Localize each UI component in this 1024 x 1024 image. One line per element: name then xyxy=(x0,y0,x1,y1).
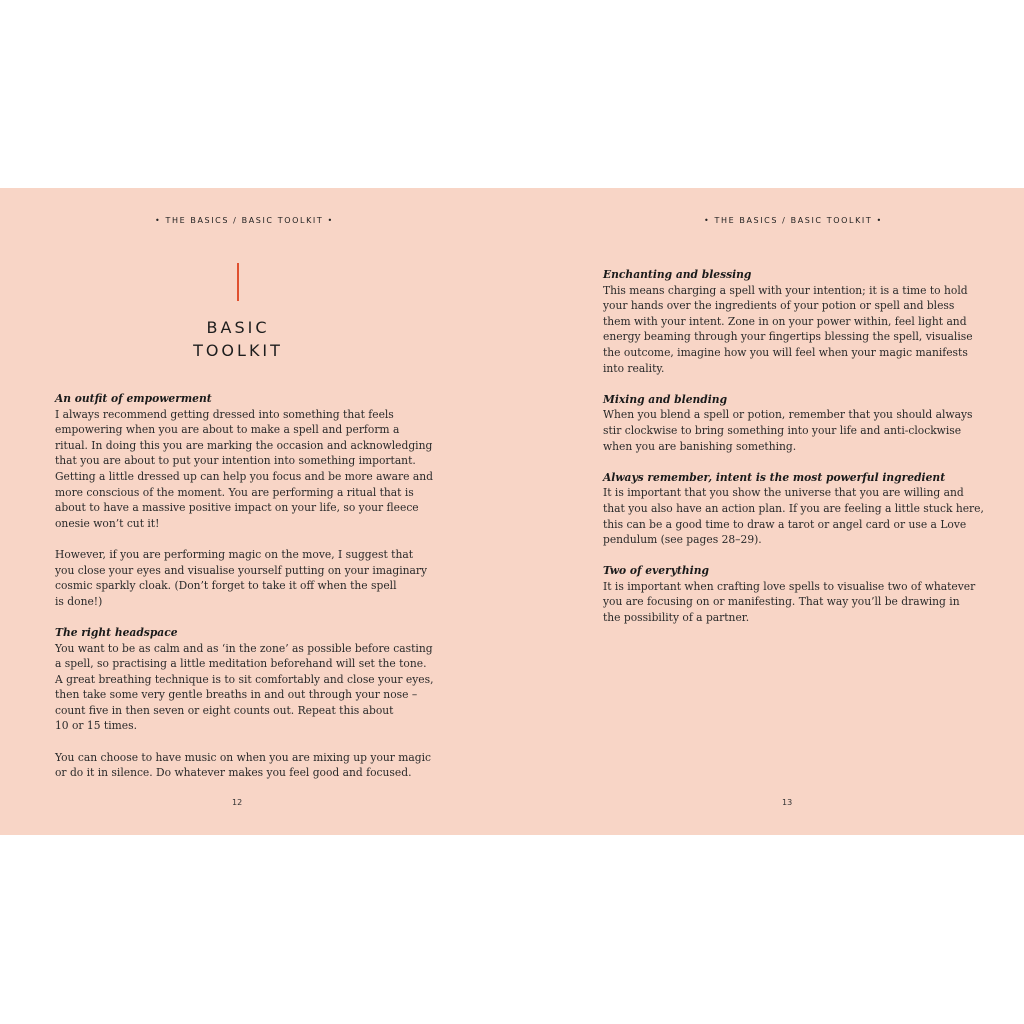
running-head: • THE BASICS / BASIC TOOLKIT • xyxy=(155,216,334,225)
body-line: is done!) xyxy=(55,594,103,608)
body-line: this can be a good time to draw a tarot or angel card or use a Love xyxy=(603,517,967,531)
text-section xyxy=(55,625,434,734)
body-line: when you are banishing something. xyxy=(603,439,797,453)
body-line: When you blend a spell or potion, remember that you should always xyxy=(603,408,973,422)
body-line: count five in then seven or eight counts out. Repeat this about xyxy=(55,703,394,717)
body-line: that you also have an action plan. If you are feeling a little stuck here, xyxy=(603,501,984,515)
body-line: pendulum (see pages 28–29). xyxy=(603,533,762,547)
page-number: 13 xyxy=(782,798,793,807)
body-line: It is important that you show the universe that you are willing and xyxy=(603,486,964,500)
body-line: 10 or 15 times. xyxy=(55,719,137,733)
text-section xyxy=(603,470,984,548)
left-page xyxy=(0,188,512,835)
body-line: onesie won’t cut it! xyxy=(55,516,160,530)
body-line: you close your eyes and visualise yourself putting on your imaginary xyxy=(55,563,428,577)
body-line: a spell, so practising a little meditation beforehand will set the tone. xyxy=(55,657,427,671)
running-head: • THE BASICS / BASIC TOOLKIT • xyxy=(704,216,883,225)
body-line: I always recommend getting dressed into something that feels xyxy=(55,407,394,421)
body-line: stir clockwise to bring something into your life and anti-clockwise xyxy=(603,423,962,437)
section-heading: The right headspace xyxy=(55,625,178,639)
page-title xyxy=(130,316,346,362)
section-heading: Two of everything xyxy=(603,564,709,578)
text-section xyxy=(55,547,427,609)
body-line: You want to be as calm and as ‘in the zone’ as possible before casting xyxy=(55,641,433,655)
section-heading: Mixing and blending xyxy=(603,392,728,406)
body-line: A great breathing technique is to sit comfortably and close your eyes, xyxy=(55,672,434,686)
right-page xyxy=(512,188,1024,835)
body-line: ritual. In doing this you are marking the occasion and acknowledging xyxy=(55,438,433,452)
text-section xyxy=(603,392,975,454)
body-line: that you are about to put your intention into something important. xyxy=(55,454,416,468)
left-body-text xyxy=(55,391,434,796)
body-line: or do it in silence. Do whatever makes you feel good and focused. xyxy=(55,766,412,780)
text-section xyxy=(55,391,433,531)
text-section xyxy=(603,563,975,625)
text-section xyxy=(603,267,975,376)
body-line: empowering when you are about to make a spell and perform a xyxy=(55,423,400,437)
page-number: 12 xyxy=(232,798,243,807)
body-line: your hands over the ingredients of your potion or spell and bless xyxy=(603,299,955,313)
body-line: into reality. xyxy=(603,361,665,375)
body-line: You can choose to have music on when you are mixing up your magic xyxy=(55,750,432,764)
body-line: energy beaming through your fingertips blessing the spell, visualise xyxy=(603,330,973,344)
body-line: the possibility of a partner. xyxy=(603,611,750,625)
body-line: then take some very gentle breaths in and out through your nose – xyxy=(55,688,418,702)
title-accent-rule xyxy=(237,263,239,301)
section-heading: Always remember, intent is the most powerful ingredient xyxy=(603,470,946,484)
body-line: It is important when crafting love spells to visualise two of whatever xyxy=(603,579,976,593)
right-body-text xyxy=(603,267,984,641)
section-heading: An outfit of empowerment xyxy=(55,392,212,405)
body-line: the outcome, imagine how you will feel when your magic manifests xyxy=(603,345,968,359)
body-line: This means charging a spell with your intention; it is a time to hold xyxy=(603,283,968,297)
body-line: Getting a little dressed up can help you focus and be more aware and xyxy=(55,469,433,483)
body-line: more conscious of the moment. You are performing a ritual that is xyxy=(55,485,414,499)
body-line: them with your intent. Zone in on your power within, feel light and xyxy=(603,314,967,328)
body-line: cosmic sparkly cloak. (Don’t forget to take it off when the spell xyxy=(55,579,397,593)
section-heading: Enchanting and blessing xyxy=(603,268,752,281)
book-spread xyxy=(0,188,1024,835)
body-line: about to have a massive positive impact on your life, so your fleece xyxy=(55,501,419,515)
body-line: you are focusing on or manifesting. That way you’ll be drawing in xyxy=(603,595,960,609)
text-section xyxy=(55,750,432,781)
page-title-line: BASIC xyxy=(206,318,270,337)
body-line: However, if you are performing magic on the move, I suggest that xyxy=(55,547,413,561)
page-title-line: TOOLKIT xyxy=(193,341,283,360)
